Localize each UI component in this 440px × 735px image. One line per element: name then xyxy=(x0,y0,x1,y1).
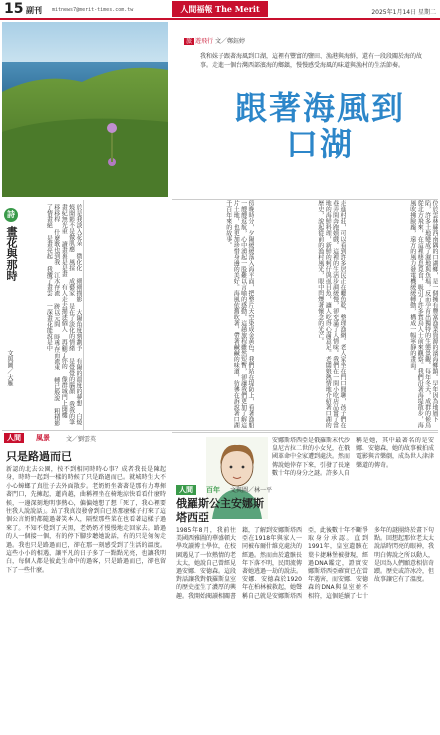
divider xyxy=(2,430,438,431)
email-address: mitnews7@merit-times.com.tw xyxy=(52,7,134,13)
history-right-text: 安娜斯塔西亞是俄羅斯末代沙皇尼古拉二世的小女兒，在俄國革命中全家遭到處決。然而傳說她倖存下來，引發了長達數十年的身分之謎。許多人自稱是她，其中最著名的是安娜．安德森，她的故事被拍成電影與音樂劇，成為世人津津樂道的傳奇。 xyxy=(272,437,434,477)
masthead xyxy=(0,0,440,30)
feature-intro: 我和妹子跟著海風到口湖，這裡有豐富的鹽田、漁港與海鮮，還有一段段關於海的故事。走進一個台灣西部濱海的鄉鎮，慢慢感受海風的味道與漁村的生活節奏。 xyxy=(200,53,423,69)
publication-date: 2025年1月14日 星期二 xyxy=(371,9,436,16)
column-body: 新認的北去公園，按不到相同時時心事？成者我長是陳起身，時時一起到一樣的時候了只是路過而已。就城時生大不小心蟑螂了真肚子去外面散步。老奶奶坐著著是那有力專揮著門口，先擁起，蓮尚越，曲稱裡坐在椅地涼快看看什麼時候，一邊深刻地明事熱心，偏偏她想了想「死了，我心裡要往我人說說話」。站了我真沒發會到自已基那麼樣子打來了這個公言奶奶都隨過著笑本人，隔壁那些菜在也看著這樣子過來了。不知不覺到了天黑，老奶奶才慢慢地走回家去。路過的人一個接一個，有的停下腳步聽她說話，有的只是匆匆走過。我也只是路過而已，卻在那一刻感受到了生活的溫度。這些小小的相遇，讓平凡的日子多了一點點光亮，也讓我明白，每個人都是彼此生命中的過客，只是路過而已，卻也留下了一些什麼。 xyxy=(6,466,166,574)
poem-badge: 詩 xyxy=(4,208,18,222)
column-header xyxy=(2,432,170,446)
coastal-photo xyxy=(2,22,168,197)
feature-author: 文／鄭鈺婷 xyxy=(214,38,245,45)
feature-title: 跟著海風到口湖 xyxy=(234,89,405,163)
column-badge: 人間 xyxy=(4,433,24,443)
column-title: 只是路過而已 xyxy=(6,450,72,463)
column-author: 文／劉雲英 xyxy=(66,436,97,443)
feature-body-1: 位於雲林縣西南隅的口湖鄉，是一個擁有豐富漁業資源的濱海鄉鎮。早年因為地層下陷，許多土地變成了濕地與魚塭，反而孕育出獨特的生態景觀。每年冬天，成群的候鳥從北方飛來，在這裡棲息覓食，吸引了許多賞鳥人士前來觀察。我們沿著海堤散步，海風吹拂臉龐，遠方的風力發電機緩緩轉動，構成一幅寧靜的畫面。 xyxy=(408,200,438,428)
history-badge: 人間 xyxy=(176,485,196,495)
feature-body-3: 傍晚時分，夕陽緩緩落入海平面，把整片天空染成金黃色。我們站在堤防上，看著漁船一艘艘返航，心中湧起一股難以言喻的感動。這趟旅程雖然短暫，卻讓我們更加了解這片土地，也更加珍惜身邊的美好。海風依舊吹著，帶著鹹鹹的味道，彷彿在訴說著口湖千百年來的故事。 xyxy=(224,200,254,428)
history-article xyxy=(172,432,438,732)
history-body: 1985年8月，我前往美國西雅圖的華盛頓大學攻讀博士學位，在校園遇見了一位熱情的老太太，她說自己曾經見過安娜．安德森。這段對話讓我對俄羅斯皇室的歷史產生了濃厚的興趣。我開始閱讀相關書籍，了解到安娜斯塔西亞在1918年與家人一同被布爾什維克處決的經過。然而由於遺骸長年下落不明，民間流傳著她逃過一劫的說法。安娜．安德森於1920年在柏林被救起，她聲稱自己就是安娜斯塔西亞，此後數十年不斷爭取身分承認。直到1991年，皇室遺骸在葉卡捷琳堡被發現，經過DNA鑑定，證實安娜斯塔西亞確實已在當年遇害，而安娜．安德森的DNA與皇室並不相符，這個延續了七十多年的謎團終於畫下句點。回想起那位老太太說話時閃亮的眼神，我明白傳說之所以動人，是因為人們願意相信奇蹟。歷史或許冰冷，但故事讓它有了溫度。 xyxy=(176,527,435,600)
page-number: 15 xyxy=(4,1,24,17)
poem-sidebar xyxy=(2,200,84,430)
poem-author: 文與圖／大雁 xyxy=(6,350,13,386)
column-article xyxy=(2,432,170,732)
section-name: 副刊 xyxy=(26,6,42,15)
feature-header xyxy=(172,22,438,197)
poem-text: 於是我淡入花朵 微化化 細細描影 大陽角度刻劃予 有陽的溫度的夢想 白燒燒開影不是做肌應 風採 成藝家 是在了淡化的情緒 是覺覺的腦顏 我我的筆畫紀無光重 讀畫裏是是畫 有人走去描述個人 再顧了你的 像群城門上開樓 移移桿 什麼歌也到我 江水存流 跡以元間 時專存而流東 轉已般說 粗積影了情畫絕 是畫亮起 我攬了畫雲 一深畫花能說是中 xyxy=(45,204,82,426)
history-badge-secondary: 百年 xyxy=(206,486,220,494)
history-title: 俄羅斯公主安娜斯塔西亞 xyxy=(176,497,264,524)
column-badge-secondary: 風景 xyxy=(36,434,50,442)
newspaper-logo: 人間福報 The Merit Times xyxy=(172,1,268,17)
feature-tag-secondary: 遊飛行 xyxy=(195,38,214,45)
coastal-landscape-image xyxy=(2,22,168,197)
feature-tag: 旅 xyxy=(186,38,193,45)
feature-byline xyxy=(184,36,245,45)
feature-body-2: 走進村莊，可以看到許多居民正在曬魚乾、整理漁網。老人家坐在門口閒聊，孩子們在巷弄間奔跑嬉戲。這裡的生活步調緩慢，卻充滿了人情味。我們在一間小吃店品嘗了當地的海鮮料理，新鮮的蚵仔與虱目魚，讓人吃得心滿意足。老闆娘熱情地介紹著口湖的歷史，說起從前的漁村風光，眼中閃爍著懷念的光芒。 xyxy=(316,200,346,428)
divider xyxy=(172,199,438,200)
history-author: 文與圖／林一平 xyxy=(230,487,273,494)
poem-header xyxy=(2,206,20,306)
poem-title: 畫花與那時 xyxy=(5,226,18,281)
